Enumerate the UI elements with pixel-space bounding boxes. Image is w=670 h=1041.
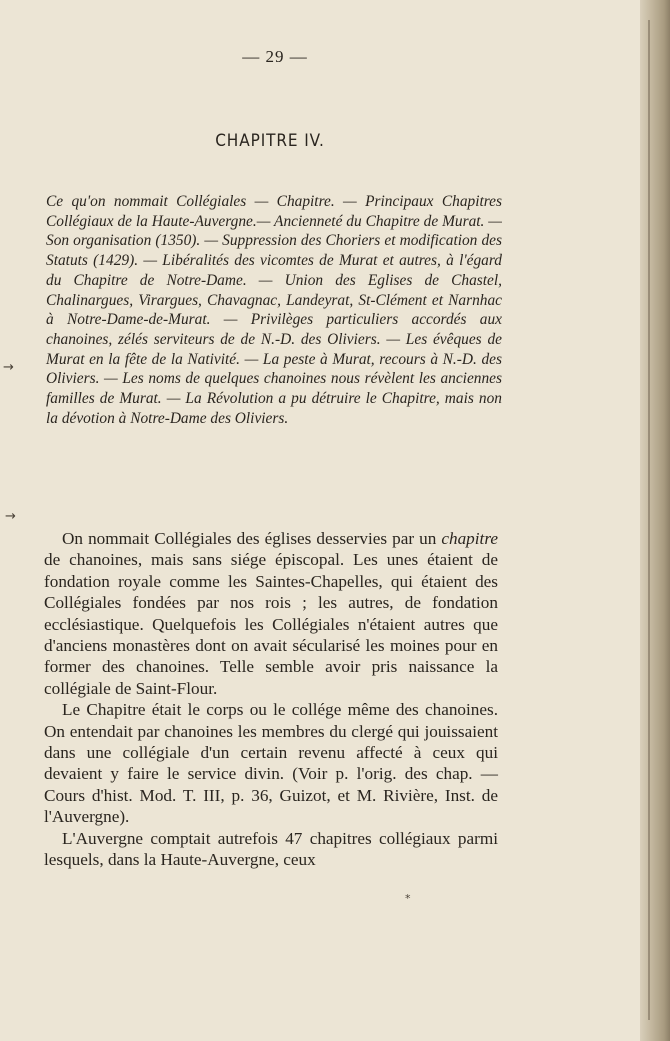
paragraph-1 bbox=[44, 528, 498, 699]
page-edge-shadow bbox=[640, 0, 670, 1041]
chapter-summary: Ce qu'on nommait Collégiales — Chapitre. — Principaux Chapitres Collégiaux de la Haute-Auvergne.— Ancienneté du Chapitre de Murat. — Son organisation (1350). — Suppression des Choriers et modification des Statuts (1429). — Libéralités des vicomtes de Murat et autres, à l'égard du Chapitre de Notre-Dame. — Union des Eglises de Chastel, Chalinargues, Virargues, Chavagnac, Landeyrat, St-Clément et Narnhac à Notre-Dame-de-Murat. — Privilèges particuliers accordés aux chanoines, zélés serviteurs de de N.-D. des Oliviers. — Les évêques de Murat en la fête de la Nativité. — La peste à Murat, recours à N.-D. des Oliviers. — Les noms de quelques chanoines nous révèlent les anciennes familles de Murat. — La Révolution a pu détruire le Chapitre, mais non la dévotion à Notre-Dame des Oliviers. bbox=[46, 193, 502, 427]
page-number: — 29 — bbox=[242, 47, 308, 66]
star-mark-icon: * bbox=[405, 892, 411, 905]
paragraph-1-start: On nommait Collégiales des églises desservies par un bbox=[62, 529, 442, 548]
body-text bbox=[44, 528, 498, 871]
margin-arrow-icon-2: → bbox=[5, 509, 16, 524]
page-edge-fold bbox=[648, 20, 650, 1020]
paragraph-3: L'Auvergne comptait autrefois 47 chapitres collégiaux parmi lesquels, dans la Haute-Auvergne, ceux bbox=[44, 828, 498, 870]
paragraph-1-emphasis: chapitre bbox=[441, 529, 498, 548]
chapter-title: CHAPITRE IV. bbox=[215, 131, 325, 152]
margin-arrow-icon: → bbox=[3, 360, 14, 375]
paragraph-2: Le Chapitre était le corps ou le collége même des chanoines. On entendait par chanoines les membres du clergé qui jouissaient dans une collégiale d'un certain revenu affecté à ceux qui devaient y faire le service divin. (Voir p. l'orig. des chap. — Cours d'hist. Mod. T. III, p. 36, Guizot, et M. Rivière, Inst. de l'Auvergne). bbox=[44, 700, 498, 827]
paragraph-1-end: de chanoines, mais sans siége épiscopal. Les unes étaient de fondation royale comme les Saintes-Chapelles, qui étaient des Collégiales fondées par nos rois ; les autres, de fondation ecclésiastique. Quelquefois les Collégiales n'étaient autres que d'anciens monastères dont on avait sécularisé les moines pour en former des chanoines. Telle semble avoir pris naissance la collégiale de Saint-Flour. bbox=[44, 550, 498, 698]
